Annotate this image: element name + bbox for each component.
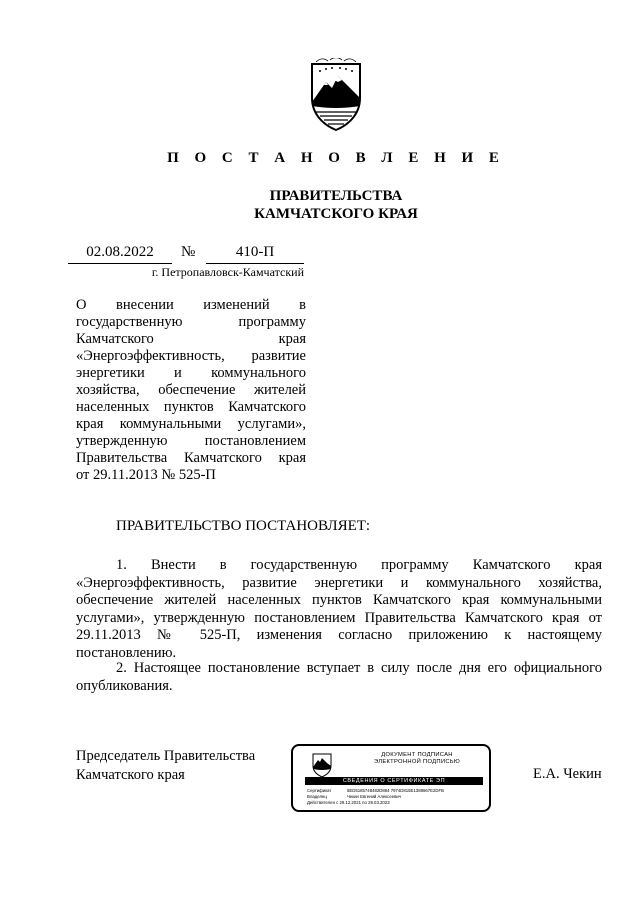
document-type-title: П О С Т А Н О В Л Е Н И Е xyxy=(167,150,505,166)
subject-line: хозяйства, обеспечение жителей xyxy=(76,382,306,398)
position-line-1: Председатель Правительства xyxy=(76,748,256,764)
document-date: 02.08.2022 xyxy=(68,244,172,264)
subject-line: «Энергоэффективность, развитие xyxy=(76,348,306,364)
subject-line: от 29.11.2013 № 525-П xyxy=(76,467,216,483)
subject-line: населенных пунктов Камчатского xyxy=(76,399,306,415)
paragraph-2: 2. Настоящее постановление вступает в силу после дня его официального опубликования. xyxy=(76,660,602,694)
document-subject xyxy=(76,297,306,484)
stamp-header xyxy=(349,752,485,766)
subject-line: О внесении изменений в xyxy=(76,297,306,313)
stamp-row-label: Владелец xyxy=(307,794,327,799)
subject-line: Правительства Камчатского края xyxy=(76,450,306,466)
stamp-emblem-icon xyxy=(311,752,333,778)
electronic-signature-stamp xyxy=(291,744,491,812)
decree-heading: ПРАВИТЕЛЬСТВО ПОСТАНОВЛЯЕТ: xyxy=(116,518,371,534)
signatory-name: Е.А. Чекин xyxy=(533,766,602,782)
stamp-row-value: Чекин Евгений Алексеевич xyxy=(347,794,402,799)
kamchatka-coat-of-arms-emblem xyxy=(306,58,366,132)
stamp-row-value: 5ED5185748482D864 7974D815E1388667E2DFB xyxy=(347,788,444,793)
stamp-row-label: Сертификат xyxy=(307,788,332,793)
subject-line: Камчатского края xyxy=(76,331,306,347)
stamp-row-certificate xyxy=(307,788,444,793)
document-number: 410-П xyxy=(206,244,304,264)
issuer-line-2: КАМЧАТСКОГО КРАЯ xyxy=(254,206,418,222)
number-sign: № xyxy=(181,244,196,260)
subject-line: энергетики и коммунального xyxy=(76,365,306,381)
paragraph-1: 1. Внести в государственную программу Камчатского края «Энергоэффективность, развитие энергетики и коммунального хозяйства, обеспечение жителей населенных пунктов Камчатского края коммунальными услугами», утвержденную постановлением Правительства Камчатского края от 29.11.2013 № 525-П, изменения согласно приложению к настоящему постановлению. xyxy=(76,557,602,661)
stamp-certificate-bar: СВЕДЕНИЯ О СЕРТИФИКАТЕ ЭП xyxy=(305,777,483,785)
issue-city: г. Петропавловск-Камчатский xyxy=(151,265,304,279)
stamp-row-owner xyxy=(307,794,401,799)
stamp-header-line-2: ЭЛЕКТРОННОЙ ПОДПИСЬЮ xyxy=(373,759,461,765)
issuer-line-1: ПРАВИТЕЛЬСТВА xyxy=(269,188,403,204)
stamp-row-value: Действителен с 29.12.2021 по 29.03.2023 xyxy=(307,800,390,805)
position-line-2: Камчатского края xyxy=(76,767,185,783)
stamp-header-line-1: ДОКУМЕНТ ПОДПИСАН xyxy=(381,752,453,758)
subject-line: края коммунальными услугами», xyxy=(76,416,306,432)
subject-line: утвержденную постановлением xyxy=(76,433,306,449)
stamp-row-validity xyxy=(307,800,390,805)
signatory-position xyxy=(76,747,255,785)
subject-line: государственную программу xyxy=(76,314,306,330)
